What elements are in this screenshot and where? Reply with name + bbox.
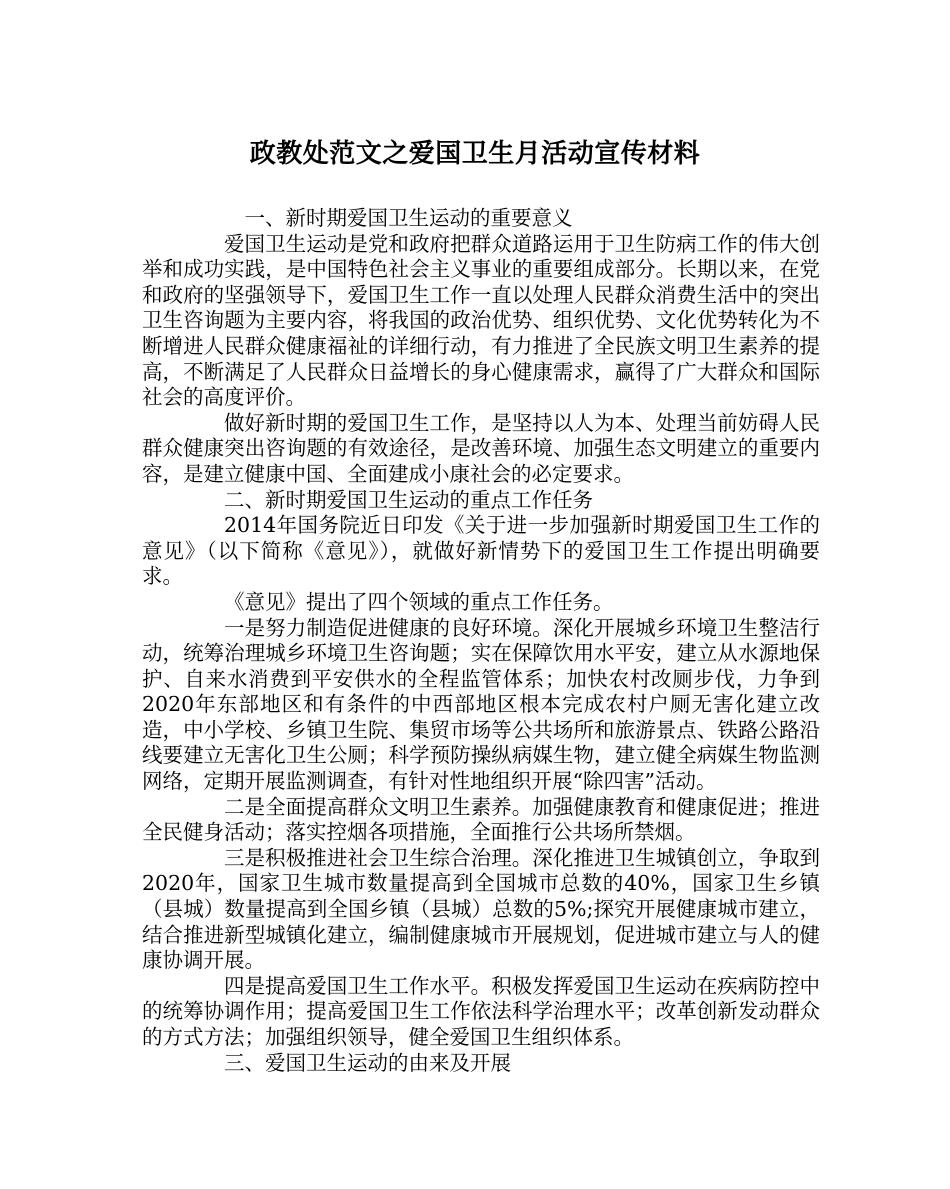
section-heading-2: 二、新时期爱国卫生运动的重点工作任务 bbox=[224, 487, 593, 512]
section-heading-3: 三、爱国卫生运动的由来及开展 bbox=[224, 1050, 511, 1075]
body-paragraph: 二是全面提高群众文明卫生素养。加强健康教育和健康促进；推进全民健身活动；落实控烟各项措施，全面推行公共场所禁烟。 bbox=[142, 794, 820, 845]
document-title: 政教处范文之爱国卫生月活动宣传材料 bbox=[249, 139, 701, 169]
body-paragraph: 《意见》提出了四个领域的重点工作任务。 bbox=[224, 589, 614, 614]
body-paragraph: 2014年国务院近日印发《关于进一步加强新时期爱国卫生工作的意见》（以下简称《意见》），就做好新情势下的爱国卫生工作提出明确要求。 bbox=[142, 513, 820, 589]
document-body bbox=[142, 206, 820, 1076]
body-paragraph: 做好新时期的爱国卫生工作，是坚持以人为本、处理当前妨碍人民群众健康突出咨询题的有效途径，是改善环境、加强生态文明建立的重要内容，是建立健康中国、全面建成小康社会的必定要求。 bbox=[142, 410, 820, 486]
body-paragraph: 三是积极推进社会卫生综合治理。深化推进卫生城镇创立，争取到2020年，国家卫生城市数量提高到全国城市总数的40%，国家卫生乡镇（县城）数量提高到全国乡镇（县城）总数的5%;探究开展健康城市建立，结合推进新型城镇化建立，编制健康城市开展规划，促进城市建立与人的健康协调开展。 bbox=[142, 845, 820, 973]
body-paragraph: 爱国卫生运动是党和政府把群众道路运用于卫生防病工作的伟大创举和成功实践，是中国特色社会主义事业的重要组成部分。长期以来，在党和政府的坚强领导下，爱国卫生工作一直以处理人民群众消费生活中的突出卫生咨询题为主要内容，将我国的政治优势、组织优势、文化优势转化为不断增进人民群众健康福祉的详细行动，有力推进了全民族文明卫生素养的提高，不断满足了人民群众日益增长的身心健康需求，赢得了广大群众和国际社会的高度评价。 bbox=[142, 231, 820, 410]
body-paragraph: 一是努力制造促进健康的良好环境。深化开展城乡环境卫生整洁行动，统筹治理城乡环境卫生咨询题；实在保障饮用水平安，建立从水源地保护、自来水消费到平安供水的全程监管体系；加快农村改厕步伐，力争到2020年东部地区和有条件的中西部地区根本完成农村户厕无害化建立改造，中小学校、乡镇卫生院、集贸市场等公共场所和旅游景点、铁路公路沿线要建立无害化卫生公厕；科学预防操纵病媒生物，建立健全病媒生物监测网络，定期开展监测调查，有针对性地组织开展“除四害”活动。 bbox=[142, 615, 820, 794]
body-paragraph: 四是提高爱国卫生工作水平。积极发挥爱国卫生运动在疾病防控中的统筹协调作用；提高爱国卫生工作依法科学治理水平；改革创新发动群众的方式方法；加强组织领导，健全爱国卫生组织体系。 bbox=[142, 973, 820, 1049]
section-heading-1: 一、新时期爱国卫生运动的重要意义 bbox=[244, 206, 573, 230]
